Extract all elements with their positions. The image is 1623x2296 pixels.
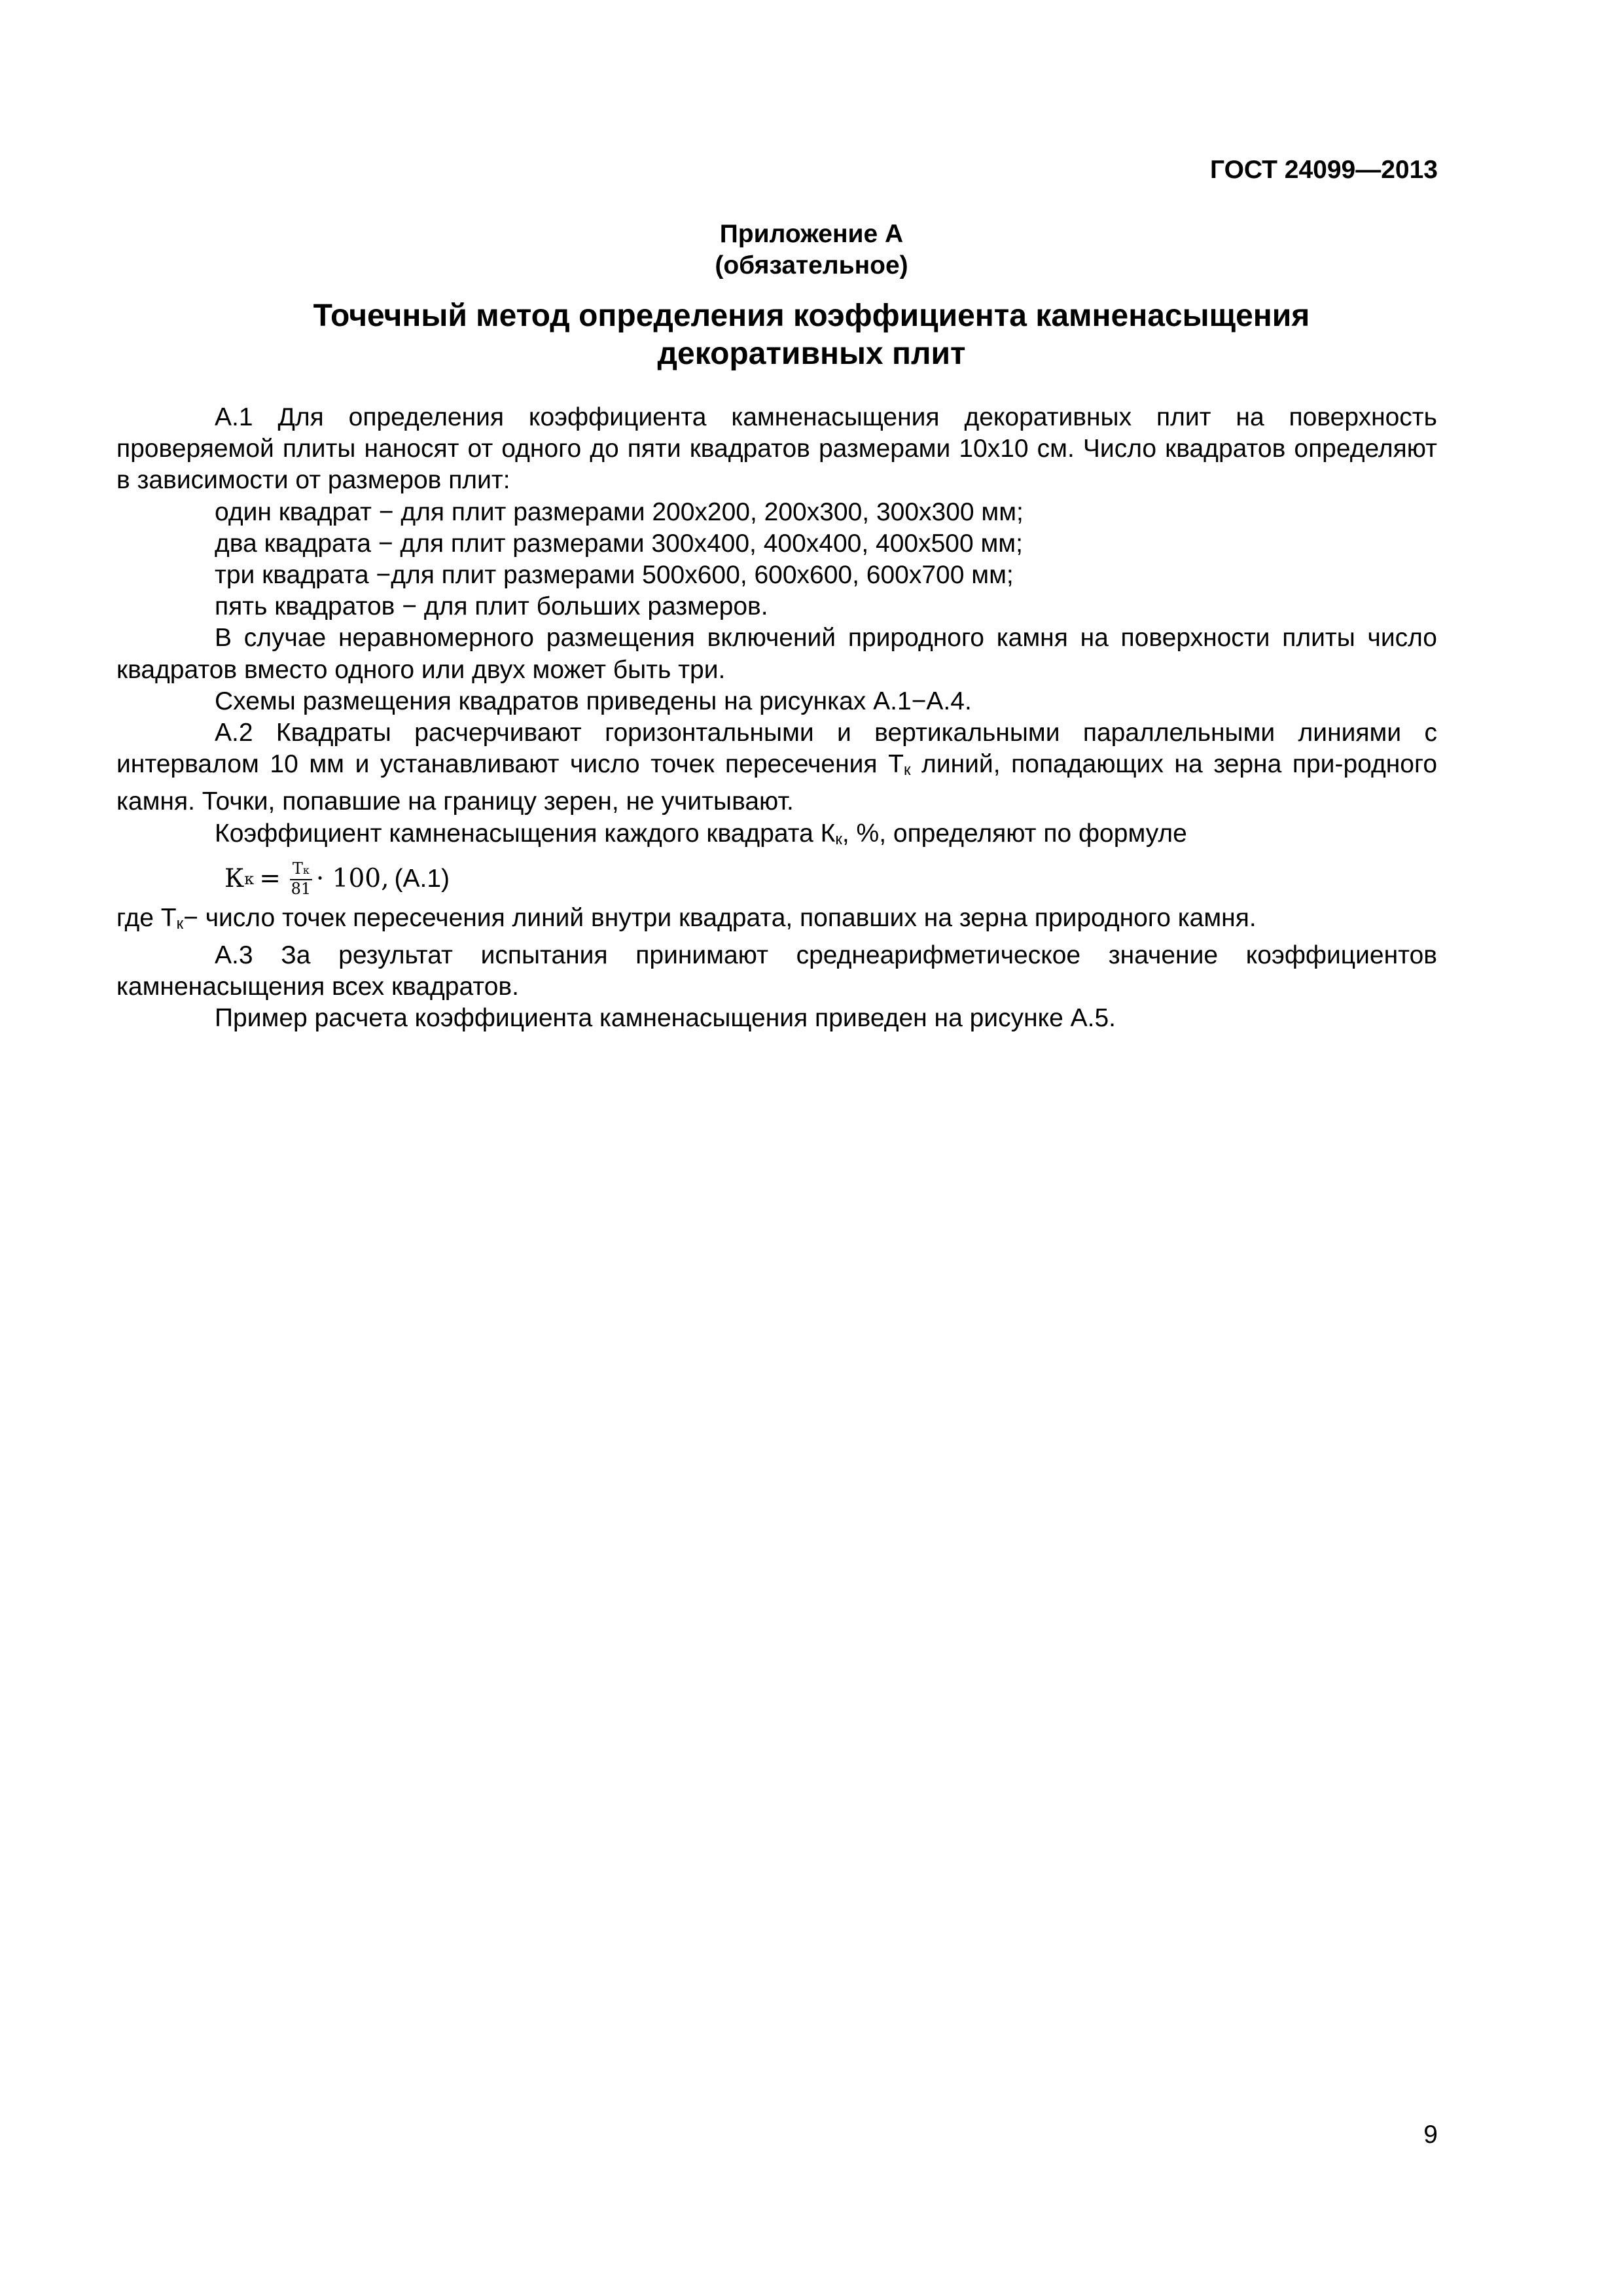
formula-lhs: К: [224, 863, 245, 893]
formula-a1: [116, 855, 1437, 903]
formula-fraction: [290, 860, 312, 897]
annex-title-line-1: Точечный метод определения коэффициента камненасыщения: [313, 298, 1310, 333]
annex-heading: [0, 219, 1623, 281]
paragraph-coefficient-text-1: Коэффициент камненасыщения каждого квадрата К: [215, 819, 836, 848]
annex-title-line-2: декоративных плит: [657, 336, 966, 371]
paragraph-a2-text-1: А.2 Квадраты расчерчивают горизонтальными и вертикальными параллельными линиями с интервалом 10 мм и устанавливают число точек пересечения Т: [116, 719, 1437, 779]
annex-body: [116, 402, 1437, 1035]
paragraph-a2-text-2: линий, попадающих на зерна при-родного камня. Точки, попавшие на границу зерен, не учитывают.: [116, 750, 1438, 816]
formula-denominator: 81: [291, 880, 312, 899]
formula-numerator-subscript: к: [302, 864, 310, 877]
paragraph-a3: А.3 За результат испытания принимают среднеарифметическое значение коэффициентов камненасыщения всех квадратов.: [116, 941, 1437, 1001]
list-item: один квадрат − для плит размерами 200х200, 200х300, 300х300 мм;: [215, 497, 1024, 526]
tk-subscript: к: [903, 761, 911, 780]
kk-subscript: к: [835, 830, 842, 848]
list-item: пять квадратов − для плит больших размеров.: [215, 592, 768, 621]
formula-lhs-subscript: к: [244, 869, 255, 888]
paragraph-uneven-placement: В случае неравномерного размещения включений природного камня на поверхности плиты число квадратов вместо одного или двух может быть три.: [116, 624, 1437, 684]
page-number: 9: [1423, 2121, 1438, 2149]
formula-reference: (А.1): [394, 864, 450, 893]
paragraph-coefficient: [116, 818, 1437, 855]
formula-rest: · 100,: [315, 863, 389, 893]
paragraph-coefficient-text-2: , %, определяют по формуле: [842, 819, 1187, 848]
standard-code: ГОСТ 24099—2013: [1210, 156, 1438, 184]
paragraph-a2: [116, 717, 1437, 818]
list-item: два квадрата − для плит размерами 300х400, 400х400, 400х500 мм;: [215, 529, 1023, 558]
list-item: три квадрата −для плит размерами 500х600, 600х600, 600х700 мм;: [215, 561, 1014, 590]
paragraph-a1: А.1 Для определения коэффициента камненасыщения декоративных плит на поверхность проверяемой плиты наносят от одного до пяти квадратов размерами 10х10 см. Число квадратов определяют в зависимости от размеров плит:: [116, 403, 1437, 495]
annex-label: Приложение А: [719, 220, 904, 248]
paragraph-example: Пример расчета коэффициента камненасыщения приведен на рисунке А.5.: [215, 1004, 1116, 1033]
formula-equals: =: [259, 863, 281, 893]
formula-numerator: [290, 860, 312, 880]
paragraph-where-text-1: где Т: [116, 903, 177, 932]
annex-status: (обязательное): [715, 251, 908, 279]
formula-numerator-symbol: Т: [292, 859, 303, 878]
annex-title: [0, 297, 1623, 373]
paragraph-schemes: Схемы размещения квадратов приведены на рисунках А.1−А.4.: [215, 687, 972, 715]
paragraph-where: [116, 903, 1437, 940]
paragraph-where-text-2: − число точек пересечения линий внутри квадрата, попавших на зерна природного камня.: [183, 903, 1257, 932]
where-subscript: к: [176, 914, 184, 933]
